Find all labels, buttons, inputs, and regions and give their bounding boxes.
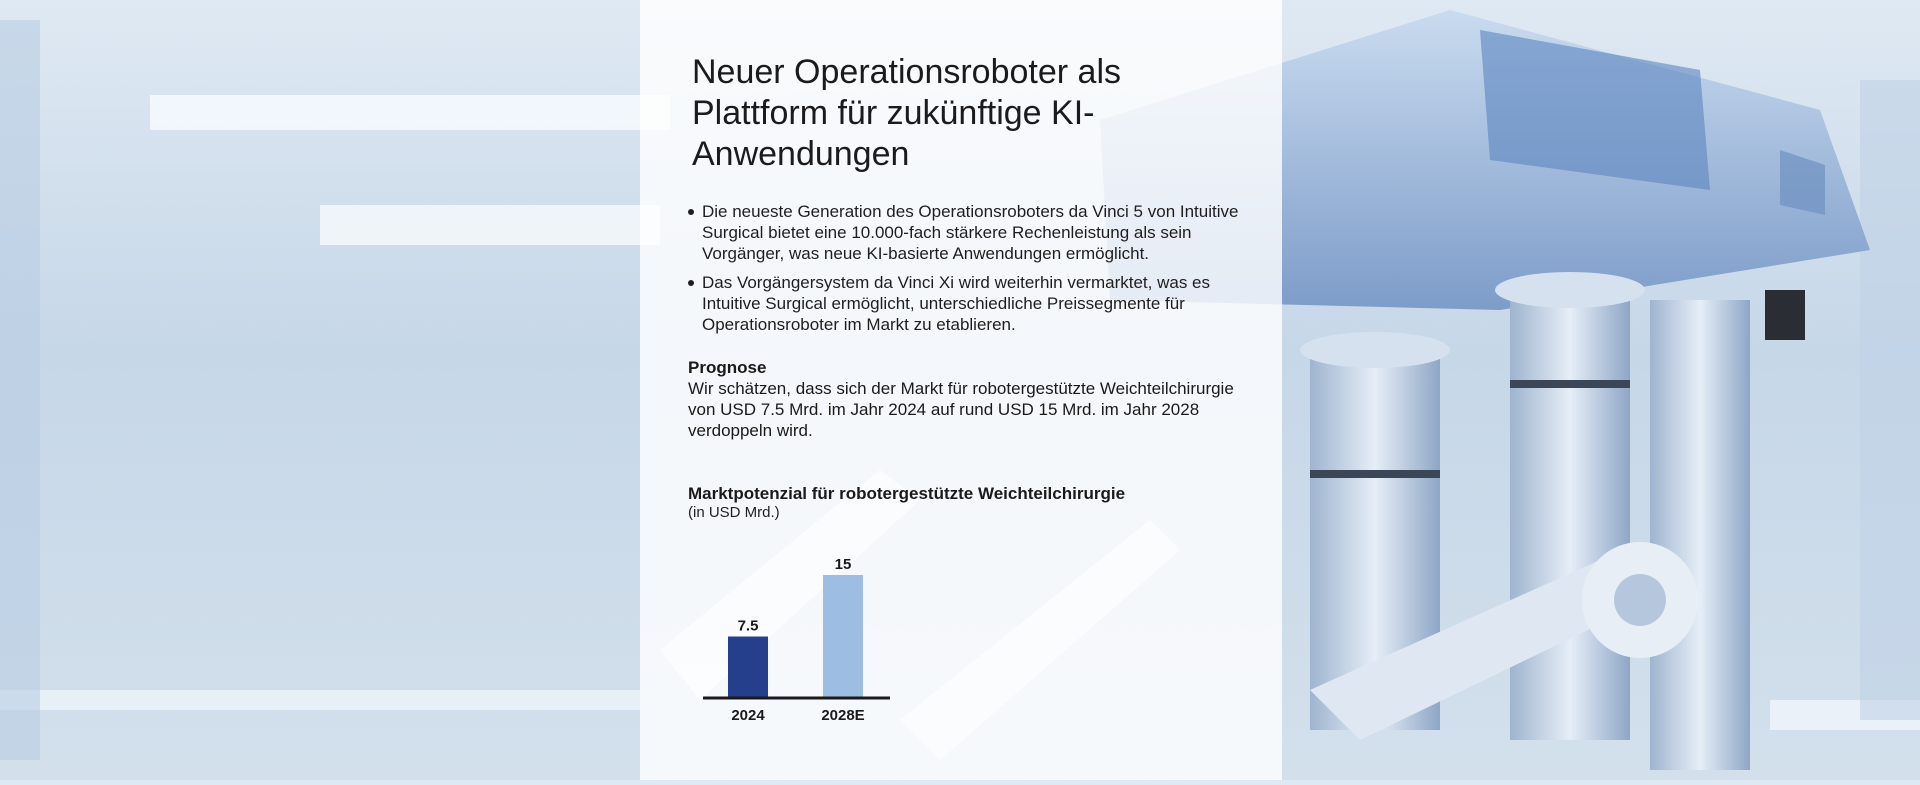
bullet-list [688, 201, 1248, 335]
list-item: Das Vorgängersystem da Vinci Xi wird weiterhin vermarktet, was es Intuitive Surgical ermöglicht, unterschiedliche Preissegmente für Operationsroboter im Markt zu etablieren. [688, 272, 1248, 335]
bar-chart [700, 545, 900, 735]
article-content [688, 52, 1248, 522]
bar-2024 [728, 637, 768, 699]
tick-label-2028e: 2028E [821, 707, 865, 724]
tick-label-2024: 2024 [731, 707, 765, 724]
bar-2028e [823, 575, 863, 698]
forecast-heading: Prognose [688, 358, 767, 377]
chart-title: Marktpotenzial für robotergestützte Weichteilchirurgie [688, 484, 1126, 503]
forecast-text: Wir schätzen, dass sich der Markt für robotergestützte Weichteilchirurgie von USD 7.5 Mrd. im Jahr 2024 auf rund USD 15 Mrd. im Jahr 2028 verdoppeln wird. [688, 379, 1234, 440]
list-item: Die neueste Generation des Operationsroboters da Vinci 5 von Intuitive Surgical bietet eine 10.000-fach stärkere Rechenleistung als sein Vorgänger, was neue KI-basierte Anwendungen ermöglicht. [688, 201, 1248, 264]
chart-subtitle: (in USD Mrd.) [688, 504, 780, 521]
data-label-2024: 7.5 [737, 617, 759, 635]
page-title: Neuer Operationsroboter als Plattform für zukünftige KI-Anwendungen [692, 53, 1122, 173]
bar-chart-svg [700, 545, 900, 735]
data-label-2028e: 15 [834, 556, 852, 573]
